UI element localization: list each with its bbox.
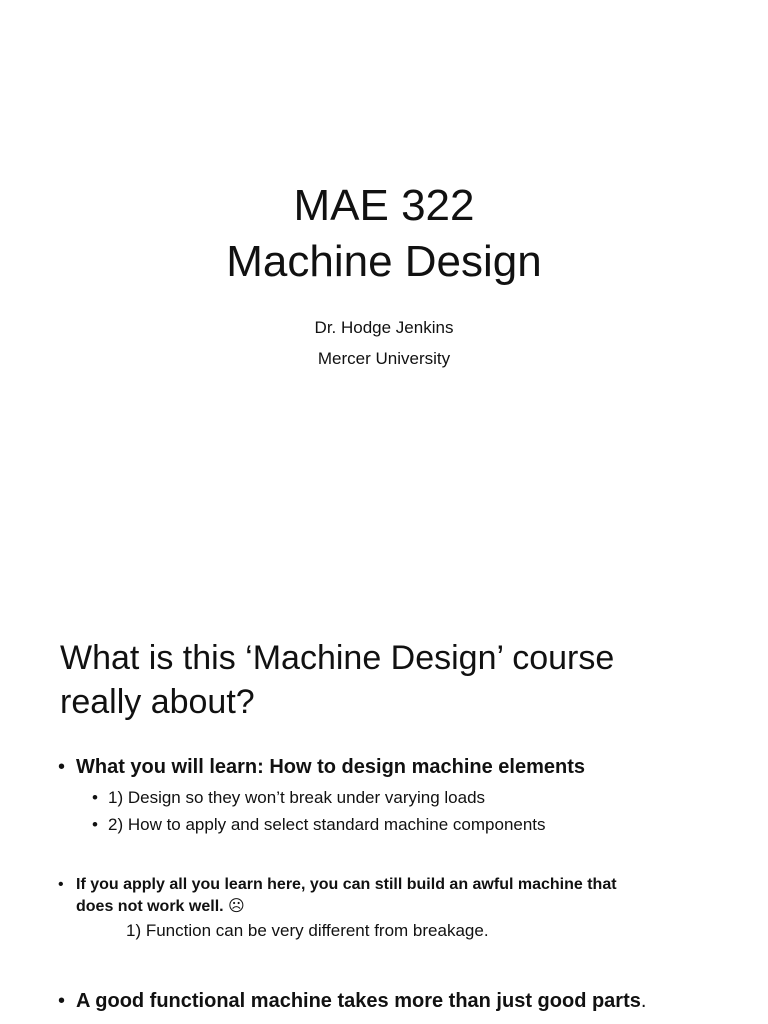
bullet-dot: • (92, 815, 98, 834)
bullet-item (58, 988, 748, 1014)
slide-title (0, 178, 768, 290)
institution-name: Mercer University (317, 349, 451, 368)
bullet-text: A good functional machine takes more than just good parts (76, 990, 641, 1012)
sub-bullet-item (92, 787, 742, 809)
bullet-text-wrap (76, 988, 748, 1014)
bullet-text-line-2: does not work well. ☹ (76, 898, 245, 915)
content-slide (0, 576, 768, 1024)
bullet-item (58, 874, 738, 918)
bullet-dot: • (58, 756, 66, 778)
author-name: Dr. Hodge Jenkins (314, 318, 454, 337)
bullet-dot: • (92, 788, 98, 807)
heading-line-2: really about? (60, 683, 255, 721)
bullet-period: . (640, 990, 647, 1012)
bullet-item (58, 754, 748, 780)
slide-subtitle (0, 312, 768, 374)
course-name: Machine Design (226, 237, 542, 286)
bullet-note: 1) Function can be very different from breakage. (126, 921, 489, 940)
sub-bullet-item (92, 814, 742, 836)
bullet-text: What you will learn: How to design machine elements (76, 756, 585, 778)
bullet-dot: • (58, 876, 64, 893)
sub-bullet-text: 1) Design so they won’t break under varying loads (108, 788, 486, 807)
bullet-text-line-1: If you apply all you learn here, you can still build an awful machine that (76, 876, 617, 893)
bullet-dot: • (58, 990, 66, 1012)
course-code: MAE 322 (293, 181, 475, 230)
sub-bullet-text: 2) How to apply and select standard machine components (108, 815, 546, 834)
bullet-list (0, 576, 768, 1024)
heading-line-1: What is this ‘Machine Design’ course (60, 639, 615, 677)
